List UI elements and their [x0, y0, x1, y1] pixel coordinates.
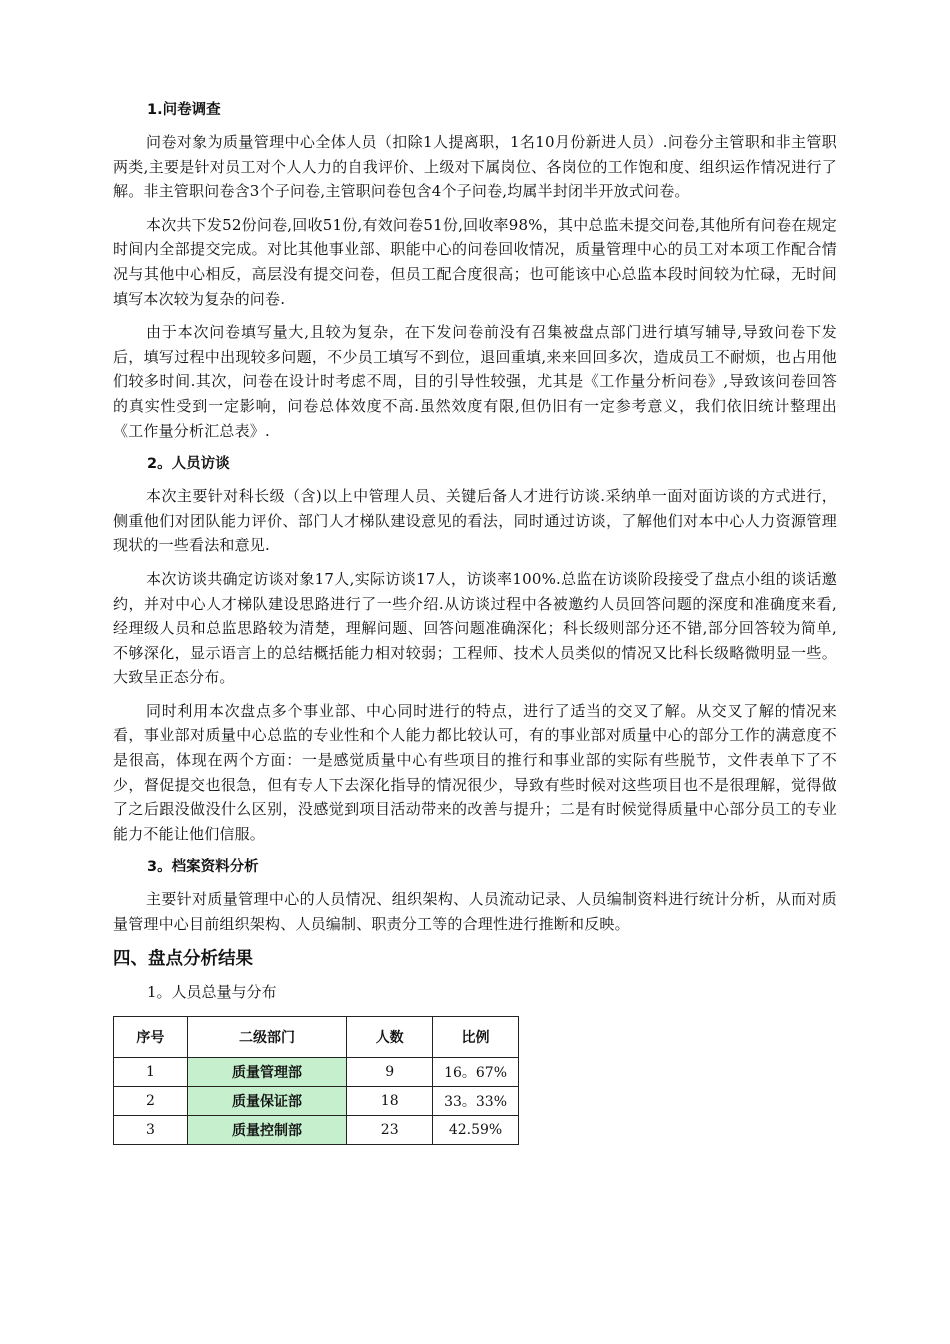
cell-headcount: 9: [347, 1057, 433, 1086]
paragraph: 同时利用本次盘点多个事业部、中心同时进行的特点，进行了适当的交叉了解。从交叉了解的情况来看，事业部对质量中心总监的专业性和个人能力都比较认可，有的事业部对质量中心的部分工作的满意度不是很高，体现在两个方面：一是感觉质量中心有些项目的推行和事业部的实际有些脱节，文件表单下了不少，督促提交也很急，但有专人下去深化指导的情况很少，导致有些时候对这些项目也不是很理解，觉得做了之后跟没做没什么区别，没感觉到项目活动带来的改善与提升；二是有时候觉得质量中心部分员工的专业能力不能让他们信服。: [113, 701, 837, 843]
table-row: [114, 1086, 519, 1115]
paragraph: 问卷对象为质量管理中心全体人员（扣除1人提离职，1名10月份新进人员）.问卷分主管职和非主管职两类,主要是针对员工对个人人力的自我评价、上级对下属岗位、各岗位的工作饱和度、组织运作情况进行了解。非主管职问卷含3个子问卷,主管职问卷包含4个子问卷,均属半封闭半开放式问卷。: [113, 133, 837, 201]
cell-headcount: 23: [347, 1115, 433, 1144]
paragraph: 本次共下发52份问卷,回收51份,有效问卷51份,回收率98%，其中总监未提交问卷,其他所有问卷在规定时间内全部提交完成。对比其他事业部、职能中心的问卷回收情况，质量管理中心的员工对本项工作配合情况与其他中心相反，高层没有提交问卷，但员工配合度很高；也可能该中心总监本段时间较为忙碌，无时间填写本次较为复杂的问卷.: [113, 215, 837, 308]
cell-ratio: 16。67%: [433, 1057, 519, 1086]
section-heading-archive-analysis: 3。档案资料分析: [147, 859, 259, 876]
paragraph: 本次主要针对科长级（含)以上中管理人员、关键后备人才进行访谈.采纳单一面对面访谈的方式进行，侧重他们对团队能力评价、部门人才梯队建设意见的看法，同时通过访谈，了解他们对本中心人力资源管理现状的一些看法和意见.: [113, 487, 837, 555]
cell-department: 质量控制部: [187, 1115, 347, 1144]
column-header-headcount: 人数: [347, 1016, 433, 1057]
section-heading-interview: 2。人员访谈: [147, 456, 230, 473]
column-header-index: 序号: [114, 1016, 188, 1057]
paragraph: 主要针对质量管理中心的人员情况、组织架构、人员流动记录、人员编制资料进行统计分析，从而对质量管理中心目前组织架构、人员编制、职责分工等的合理性进行推断和反映。: [113, 890, 837, 934]
cell-index: 1: [114, 1057, 188, 1086]
table-caption: 1。人员总量与分布: [147, 982, 277, 1001]
cell-index: 3: [114, 1115, 188, 1144]
cell-ratio: 42.59%: [433, 1115, 519, 1144]
column-header-department: 二级部门: [187, 1016, 347, 1057]
table-row: [114, 1057, 519, 1086]
paragraph: 由于本次问卷填写量大,且较为复杂，在下发问卷前没有召集被盘点部门进行填写辅导,导致问卷下发后，填写过程中出现较多问题，不少员工填写不到位，退回重填,来来回回多次，造成员工不耐烦，也占用他们较多时间.其次，问卷在设计时考虑不周，目的引导性较强，尤其是《工作量分析问卷》,导致该问卷回答的真实性受到一定影响，问卷总体效度不高.虽然效度有限,但仍旧有一定参考意义，我们依旧统计整理出《工作量分析汇总表》.: [113, 323, 837, 440]
chapter-heading-results: 四、盘点分析结果: [113, 948, 253, 969]
paragraph: 本次访谈共确定访谈对象17人,实际访谈17人，访谈率100%.总监在访谈阶段接受了盘点小组的谈话邀约，并对中心人才梯队建设思路进行了一些介绍.从访谈过程中各被邀约人员回答问题的深度和准确度来看,经理级人员和总监思路较为清楚，理解问题、回答问题准确深化；科长级则部分还不错,部分回答较为简单,不够深化，显示语言上的总结概括能力相对较弱；工程师、技术人员类似的情况又比科长级略微明显一些。大致呈正态分布。: [113, 569, 837, 687]
cell-department: 质量管理部: [187, 1057, 347, 1086]
document-content: [113, 98, 837, 1145]
cell-headcount: 18: [347, 1086, 433, 1115]
section-heading-questionnaire: 1.问卷调查: [147, 102, 221, 118]
staff-distribution-table: [113, 1016, 519, 1145]
table-header-row: [114, 1016, 519, 1057]
cell-ratio: 33。33%: [433, 1086, 519, 1115]
table-row: [114, 1115, 519, 1144]
column-header-ratio: 比例: [433, 1016, 519, 1057]
cell-index: 2: [114, 1086, 188, 1115]
cell-department: 质量保证部: [187, 1086, 347, 1115]
